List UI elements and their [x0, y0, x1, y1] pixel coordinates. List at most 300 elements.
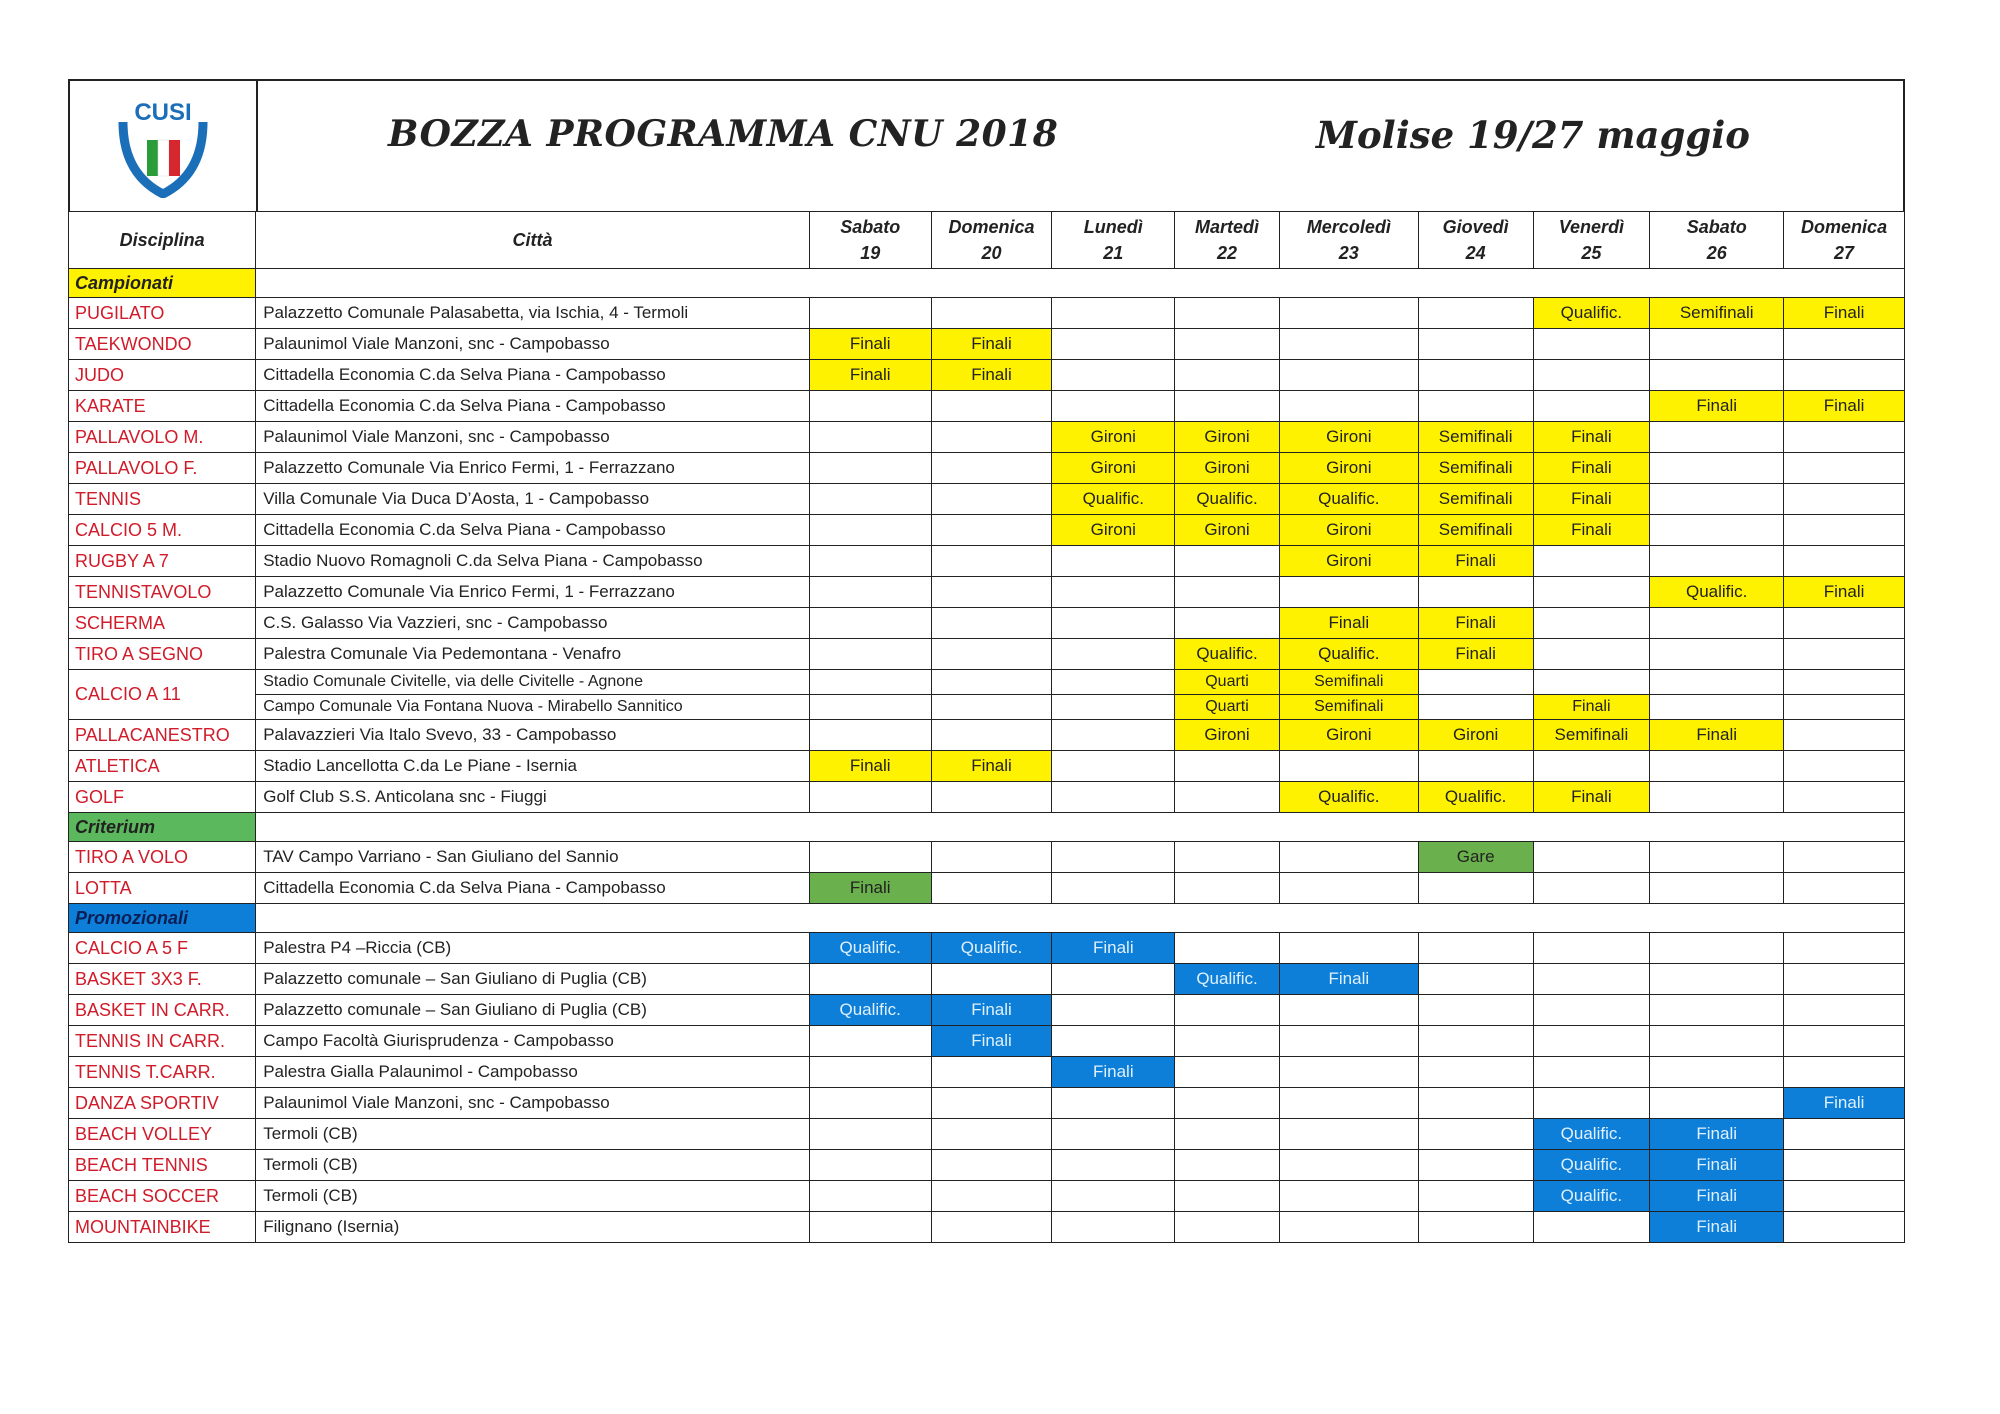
- empty-day-cell: [1052, 1212, 1175, 1243]
- empty-day-cell: [931, 391, 1052, 422]
- empty-day-cell: [1279, 995, 1418, 1026]
- empty-day-cell: [1279, 1088, 1418, 1119]
- discipline-name: CALCIO A 5 F: [69, 933, 256, 964]
- empty-day-cell: [1052, 1150, 1175, 1181]
- empty-day-cell: [931, 842, 1052, 873]
- empty-day-cell: [1175, 608, 1280, 639]
- empty-day-cell: [1279, 1212, 1418, 1243]
- empty-day-cell: [1784, 422, 1905, 453]
- table-row: [69, 873, 1905, 904]
- empty-day-cell: [1650, 360, 1784, 391]
- discipline-name: LOTTA: [69, 873, 256, 904]
- col-day: [1650, 212, 1784, 269]
- empty-day-cell: [809, 298, 931, 329]
- empty-day-cell: [809, 842, 931, 873]
- empty-day-cell: [1175, 329, 1280, 360]
- table-row: [69, 1057, 1905, 1088]
- section-label: Criterium: [69, 813, 256, 842]
- event-phase-cell: Qualific.: [1175, 484, 1280, 515]
- section-label: Promozionali: [69, 904, 256, 933]
- day-number: 20: [981, 243, 1002, 263]
- empty-day-cell: [931, 964, 1052, 995]
- empty-day-cell: [1052, 751, 1175, 782]
- table-row: [69, 608, 1905, 639]
- event-phase-cell: Qualific.: [1533, 1181, 1650, 1212]
- empty-day-cell: [1650, 782, 1784, 813]
- empty-day-cell: [1784, 1212, 1905, 1243]
- day-number: 25: [1581, 243, 1602, 263]
- empty-day-cell: [809, 515, 931, 546]
- empty-day-cell: [1784, 782, 1905, 813]
- empty-day-cell: [931, 1119, 1052, 1150]
- empty-day-cell: [1279, 751, 1418, 782]
- empty-day-cell: [1650, 1026, 1784, 1057]
- table-row: [69, 720, 1905, 751]
- empty-day-cell: [1418, 995, 1533, 1026]
- event-phase-cell: Finali: [1650, 1119, 1784, 1150]
- venue-city: Palazzetto Comunale Via Enrico Fermi, 1 - Ferrazzano: [256, 453, 810, 484]
- empty-day-cell: [1533, 964, 1650, 995]
- table-row: [69, 329, 1905, 360]
- empty-day-cell: [1175, 360, 1280, 391]
- event-phase-cell: Finali: [1650, 720, 1784, 751]
- event-phase-cell: Finali: [931, 329, 1052, 360]
- venue-city: Stadio Nuovo Romagnoli C.da Selva Piana - Campobasso: [256, 546, 810, 577]
- empty-day-cell: [1052, 670, 1175, 695]
- empty-day-cell: [1052, 720, 1175, 751]
- venue-city: Palaunimol Viale Manzoni, snc - Campobasso: [256, 422, 810, 453]
- venue-city: Campo Facoltà Giurisprudenza - Campobasso: [256, 1026, 810, 1057]
- col-citta: Città: [256, 212, 810, 269]
- empty-day-cell: [1279, 1119, 1418, 1150]
- event-phase-cell: Quarti: [1175, 695, 1280, 720]
- empty-day-cell: [931, 1181, 1052, 1212]
- event-phase-cell: Qualific.: [931, 933, 1052, 964]
- event-phase-cell: Finali: [1650, 1212, 1784, 1243]
- event-phase-cell: Qualific.: [1279, 484, 1418, 515]
- empty-day-cell: [1279, 1026, 1418, 1057]
- empty-day-cell: [1418, 577, 1533, 608]
- empty-day-cell: [1784, 608, 1905, 639]
- venue-city: Palestra Comunale Via Pedemontana - Venafro: [256, 639, 810, 670]
- event-phase-cell: Qualific.: [1533, 1119, 1650, 1150]
- venue-city: Cittadella Economia C.da Selva Piana - Campobasso: [256, 391, 810, 422]
- day-name: Giovedì: [1442, 217, 1509, 237]
- empty-day-cell: [1784, 639, 1905, 670]
- venue-city: Termoli (CB): [256, 1150, 810, 1181]
- discipline-name: GOLF: [69, 782, 256, 813]
- empty-day-cell: [1052, 873, 1175, 904]
- event-phase-cell: Finali: [1533, 422, 1650, 453]
- empty-day-cell: [1052, 577, 1175, 608]
- event-phase-cell: Semifinali: [1533, 720, 1650, 751]
- empty-day-cell: [1279, 1057, 1418, 1088]
- event-phase-cell: Finali: [1533, 515, 1650, 546]
- header-row: [68, 79, 1905, 211]
- table-row: [69, 391, 1905, 422]
- event-phase-cell: Gironi: [1175, 453, 1280, 484]
- event-phase-cell: Finali: [1533, 782, 1650, 813]
- empty-day-cell: [1650, 639, 1784, 670]
- event-phase-cell: Finali: [931, 751, 1052, 782]
- discipline-name: BEACH SOCCER: [69, 1181, 256, 1212]
- empty-day-cell: [809, 453, 931, 484]
- empty-day-cell: [1418, 1181, 1533, 1212]
- empty-day-cell: [1650, 546, 1784, 577]
- empty-day-cell: [1784, 1119, 1905, 1150]
- event-phase-cell: Gironi: [1175, 422, 1280, 453]
- empty-day-cell: [1650, 1088, 1784, 1119]
- day-number: 24: [1465, 243, 1486, 263]
- title-cell: [258, 81, 1903, 211]
- empty-day-cell: [1175, 1088, 1280, 1119]
- venue-city: Palaunimol Viale Manzoni, snc - Campobasso: [256, 1088, 810, 1119]
- empty-day-cell: [1175, 577, 1280, 608]
- venue-city: Palazzetto Comunale Palasabetta, via Ischia, 4 - Termoli: [256, 298, 810, 329]
- empty-day-cell: [1533, 1212, 1650, 1243]
- discipline-name: CALCIO A 11: [69, 670, 256, 720]
- empty-day-cell: [1418, 329, 1533, 360]
- discipline-name: BEACH TENNIS: [69, 1150, 256, 1181]
- day-number: 21: [1103, 243, 1124, 263]
- event-phase-cell: Qualific.: [1175, 964, 1280, 995]
- empty-day-cell: [809, 391, 931, 422]
- event-phase-cell: Qualific.: [1418, 782, 1533, 813]
- empty-day-cell: [1533, 995, 1650, 1026]
- empty-day-cell: [1175, 546, 1280, 577]
- day-name: Mercoledì: [1306, 217, 1391, 237]
- empty-day-cell: [1650, 873, 1784, 904]
- empty-day-cell: [1533, 751, 1650, 782]
- day-name: Lunedì: [1083, 217, 1143, 237]
- empty-day-cell: [809, 422, 931, 453]
- empty-day-cell: [1052, 842, 1175, 873]
- event-phase-cell: Finali: [1418, 639, 1533, 670]
- empty-day-cell: [809, 1181, 931, 1212]
- empty-day-cell: [1418, 695, 1533, 720]
- event-phase-cell: Gironi: [1279, 422, 1418, 453]
- empty-day-cell: [1418, 670, 1533, 695]
- empty-day-cell: [1650, 995, 1784, 1026]
- event-phase-cell: Gare: [1418, 842, 1533, 873]
- empty-day-cell: [931, 695, 1052, 720]
- venue-city: TAV Campo Varriano - San Giuliano del Sannio: [256, 842, 810, 873]
- venue-city: Palazzetto Comunale Via Enrico Fermi, 1 - Ferrazzano: [256, 577, 810, 608]
- empty-day-cell: [1052, 546, 1175, 577]
- empty-day-cell: [1279, 842, 1418, 873]
- empty-day-cell: [1650, 1057, 1784, 1088]
- empty-day-cell: [809, 1088, 931, 1119]
- empty-day-cell: [931, 1212, 1052, 1243]
- table-row: [69, 695, 1905, 720]
- empty-day-cell: [1533, 391, 1650, 422]
- empty-day-cell: [1784, 546, 1905, 577]
- empty-day-cell: [1175, 1057, 1280, 1088]
- event-phase-cell: Semifinali: [1279, 695, 1418, 720]
- empty-day-cell: [1533, 842, 1650, 873]
- event-phase-cell: Finali: [1418, 608, 1533, 639]
- empty-day-cell: [1784, 964, 1905, 995]
- empty-day-cell: [1175, 1212, 1280, 1243]
- empty-day-cell: [1533, 1057, 1650, 1088]
- event-phase-cell: Semifinali: [1650, 298, 1784, 329]
- empty-day-cell: [1418, 751, 1533, 782]
- col-day: [1533, 212, 1650, 269]
- event-phase-cell: Gironi: [1279, 720, 1418, 751]
- empty-day-cell: [1784, 933, 1905, 964]
- empty-day-cell: [931, 546, 1052, 577]
- section-spacer: [256, 269, 1905, 298]
- event-phase-cell: Gironi: [1052, 422, 1175, 453]
- empty-day-cell: [1418, 964, 1533, 995]
- empty-day-cell: [931, 608, 1052, 639]
- empty-day-cell: [1175, 782, 1280, 813]
- discipline-name: ATLETICA: [69, 751, 256, 782]
- schedule-table: [68, 211, 1905, 1243]
- empty-day-cell: [1052, 782, 1175, 813]
- empty-day-cell: [1279, 360, 1418, 391]
- col-day: [1418, 212, 1533, 269]
- empty-day-cell: [1418, 1150, 1533, 1181]
- table-row: [69, 1181, 1905, 1212]
- table-row: [69, 1026, 1905, 1057]
- event-phase-cell: Finali: [809, 360, 931, 391]
- empty-day-cell: [1784, 453, 1905, 484]
- empty-day-cell: [1175, 1026, 1280, 1057]
- empty-day-cell: [1175, 751, 1280, 782]
- empty-day-cell: [1052, 695, 1175, 720]
- event-phase-cell: Finali: [1784, 577, 1905, 608]
- empty-day-cell: [1650, 842, 1784, 873]
- empty-day-cell: [1533, 933, 1650, 964]
- event-phase-cell: Qualific.: [1175, 639, 1280, 670]
- empty-day-cell: [1784, 1181, 1905, 1212]
- table-row: [69, 422, 1905, 453]
- day-number: 23: [1338, 243, 1359, 263]
- cusi-logo: [70, 81, 258, 211]
- empty-day-cell: [931, 1057, 1052, 1088]
- discipline-name: TENNISTAVOLO: [69, 577, 256, 608]
- empty-day-cell: [1418, 360, 1533, 391]
- empty-day-cell: [1175, 1150, 1280, 1181]
- table-row: [69, 577, 1905, 608]
- empty-day-cell: [1052, 1088, 1175, 1119]
- empty-day-cell: [1052, 1181, 1175, 1212]
- col-disciplina: Disciplina: [69, 212, 256, 269]
- schedule-sheet: [68, 79, 1905, 1243]
- event-phase-cell: Semifinali: [1418, 515, 1533, 546]
- discipline-name: TENNIS IN CARR.: [69, 1026, 256, 1057]
- empty-day-cell: [931, 298, 1052, 329]
- section-header-row: [69, 813, 1905, 842]
- event-phase-cell: Gironi: [1052, 515, 1175, 546]
- discipline-name: PALLACANESTRO: [69, 720, 256, 751]
- discipline-name: BEACH VOLLEY: [69, 1119, 256, 1150]
- event-phase-cell: Qualific.: [1650, 577, 1784, 608]
- event-phase-cell: Finali: [809, 329, 931, 360]
- empty-day-cell: [931, 422, 1052, 453]
- empty-day-cell: [1052, 964, 1175, 995]
- empty-day-cell: [1784, 1150, 1905, 1181]
- logo-text: CUSI: [134, 99, 192, 126]
- empty-day-cell: [931, 484, 1052, 515]
- venue-city: C.S. Galasso Via Vazzieri, snc - Campobasso: [256, 608, 810, 639]
- event-phase-cell: Finali: [931, 995, 1052, 1026]
- empty-day-cell: [1279, 298, 1418, 329]
- empty-day-cell: [1784, 670, 1905, 695]
- table-row: [69, 298, 1905, 329]
- day-name: Sabato: [1686, 217, 1747, 237]
- empty-day-cell: [1175, 1181, 1280, 1212]
- empty-day-cell: [1175, 933, 1280, 964]
- empty-day-cell: [1784, 484, 1905, 515]
- empty-day-cell: [809, 1057, 931, 1088]
- empty-day-cell: [1418, 391, 1533, 422]
- table-row: [69, 782, 1905, 813]
- empty-day-cell: [1533, 670, 1650, 695]
- empty-day-cell: [1279, 1181, 1418, 1212]
- event-phase-cell: Finali: [931, 360, 1052, 391]
- empty-day-cell: [1533, 1088, 1650, 1119]
- empty-day-cell: [1418, 1212, 1533, 1243]
- empty-day-cell: [931, 1088, 1052, 1119]
- empty-day-cell: [1418, 1026, 1533, 1057]
- venue-city: Stadio Lancellotta C.da Le Piane - Isernia: [256, 751, 810, 782]
- event-phase-cell: Gironi: [1418, 720, 1533, 751]
- empty-day-cell: [931, 720, 1052, 751]
- empty-day-cell: [1784, 720, 1905, 751]
- event-phase-cell: Finali: [1279, 964, 1418, 995]
- event-phase-cell: Finali: [1650, 391, 1784, 422]
- empty-day-cell: [1650, 964, 1784, 995]
- event-phase-cell: Gironi: [1279, 515, 1418, 546]
- event-phase-cell: Semifinali: [1279, 670, 1418, 695]
- event-phase-cell: Finali: [1052, 933, 1175, 964]
- event-phase-cell: Finali: [1052, 1057, 1175, 1088]
- empty-day-cell: [931, 782, 1052, 813]
- venue-city: Termoli (CB): [256, 1119, 810, 1150]
- empty-day-cell: [1175, 842, 1280, 873]
- event-phase-cell: Qualific.: [1052, 484, 1175, 515]
- event-phase-cell: Finali: [1784, 298, 1905, 329]
- page-title: BOZZA PROGRAMMA CNU 2018: [388, 113, 1059, 155]
- day-name: Sabato: [840, 217, 901, 237]
- empty-day-cell: [1418, 873, 1533, 904]
- empty-day-cell: [1052, 298, 1175, 329]
- empty-day-cell: [1533, 873, 1650, 904]
- section-label: Campionati: [69, 269, 256, 298]
- event-phase-cell: Semifinali: [1418, 453, 1533, 484]
- empty-day-cell: [1650, 695, 1784, 720]
- table-row: [69, 842, 1905, 873]
- empty-day-cell: [1279, 933, 1418, 964]
- table-row: [69, 546, 1905, 577]
- empty-day-cell: [1784, 329, 1905, 360]
- discipline-name: CALCIO 5 M.: [69, 515, 256, 546]
- event-phase-cell: Finali: [1418, 546, 1533, 577]
- empty-day-cell: [809, 1026, 931, 1057]
- empty-day-cell: [931, 1150, 1052, 1181]
- empty-day-cell: [1175, 873, 1280, 904]
- empty-day-cell: [1650, 422, 1784, 453]
- event-phase-cell: Gironi: [1279, 546, 1418, 577]
- event-phase-cell: Finali: [1650, 1150, 1784, 1181]
- discipline-name: PALLAVOLO M.: [69, 422, 256, 453]
- empty-day-cell: [809, 1150, 931, 1181]
- empty-day-cell: [1052, 360, 1175, 391]
- empty-day-cell: [1052, 1119, 1175, 1150]
- empty-day-cell: [1175, 1119, 1280, 1150]
- event-phase-cell: Gironi: [1175, 515, 1280, 546]
- empty-day-cell: [809, 1212, 931, 1243]
- event-phase-cell: Quarti: [1175, 670, 1280, 695]
- empty-day-cell: [1418, 933, 1533, 964]
- event-phase-cell: Qualific.: [1279, 639, 1418, 670]
- discipline-name: TIRO A SEGNO: [69, 639, 256, 670]
- table-row: [69, 484, 1905, 515]
- empty-day-cell: [1279, 391, 1418, 422]
- table-row: [69, 515, 1905, 546]
- empty-day-cell: [1052, 608, 1175, 639]
- col-day: [809, 212, 931, 269]
- venue-city: Palestra Gialla Palaunimol - Campobasso: [256, 1057, 810, 1088]
- empty-day-cell: [1784, 995, 1905, 1026]
- empty-day-cell: [1279, 873, 1418, 904]
- empty-day-cell: [931, 670, 1052, 695]
- empty-day-cell: [809, 484, 931, 515]
- empty-day-cell: [809, 670, 931, 695]
- empty-day-cell: [809, 546, 931, 577]
- venue-city: Golf Club S.S. Anticolana snc - Fiuggi: [256, 782, 810, 813]
- empty-day-cell: [1650, 608, 1784, 639]
- empty-day-cell: [931, 639, 1052, 670]
- event-phase-cell: Qualific.: [809, 995, 931, 1026]
- empty-day-cell: [1784, 873, 1905, 904]
- discipline-name: BASKET 3X3 F.: [69, 964, 256, 995]
- empty-day-cell: [1784, 842, 1905, 873]
- empty-day-cell: [809, 720, 931, 751]
- day-name: Domenica: [948, 217, 1035, 237]
- event-phase-cell: Qualific.: [809, 933, 931, 964]
- empty-day-cell: [809, 695, 931, 720]
- empty-day-cell: [809, 782, 931, 813]
- col-day: [1175, 212, 1280, 269]
- discipline-name: TENNIS T.CARR.: [69, 1057, 256, 1088]
- discipline-name: PALLAVOLO F.: [69, 453, 256, 484]
- venue-city: Palaunimol Viale Manzoni, snc - Campobasso: [256, 329, 810, 360]
- venue-city: Filignano (Isernia): [256, 1212, 810, 1243]
- venue-city: Cittadella Economia C.da Selva Piana - Campobasso: [256, 515, 810, 546]
- venue-city: Cittadella Economia C.da Selva Piana - Campobasso: [256, 360, 810, 391]
- empty-day-cell: [1175, 391, 1280, 422]
- event-phase-cell: Finali: [1650, 1181, 1784, 1212]
- empty-day-cell: [1175, 995, 1280, 1026]
- empty-day-cell: [1650, 329, 1784, 360]
- col-day: [931, 212, 1052, 269]
- event-phase-cell: Finali: [809, 873, 931, 904]
- empty-day-cell: [931, 873, 1052, 904]
- table-row: [69, 639, 1905, 670]
- empty-day-cell: [1533, 360, 1650, 391]
- event-phase-cell: Finali: [809, 751, 931, 782]
- empty-day-cell: [809, 639, 931, 670]
- event-phase-cell: Finali: [1279, 608, 1418, 639]
- table-row: [69, 964, 1905, 995]
- table-row: [69, 1119, 1905, 1150]
- empty-day-cell: [1784, 695, 1905, 720]
- discipline-name: BASKET IN CARR.: [69, 995, 256, 1026]
- venue-city: Termoli (CB): [256, 1181, 810, 1212]
